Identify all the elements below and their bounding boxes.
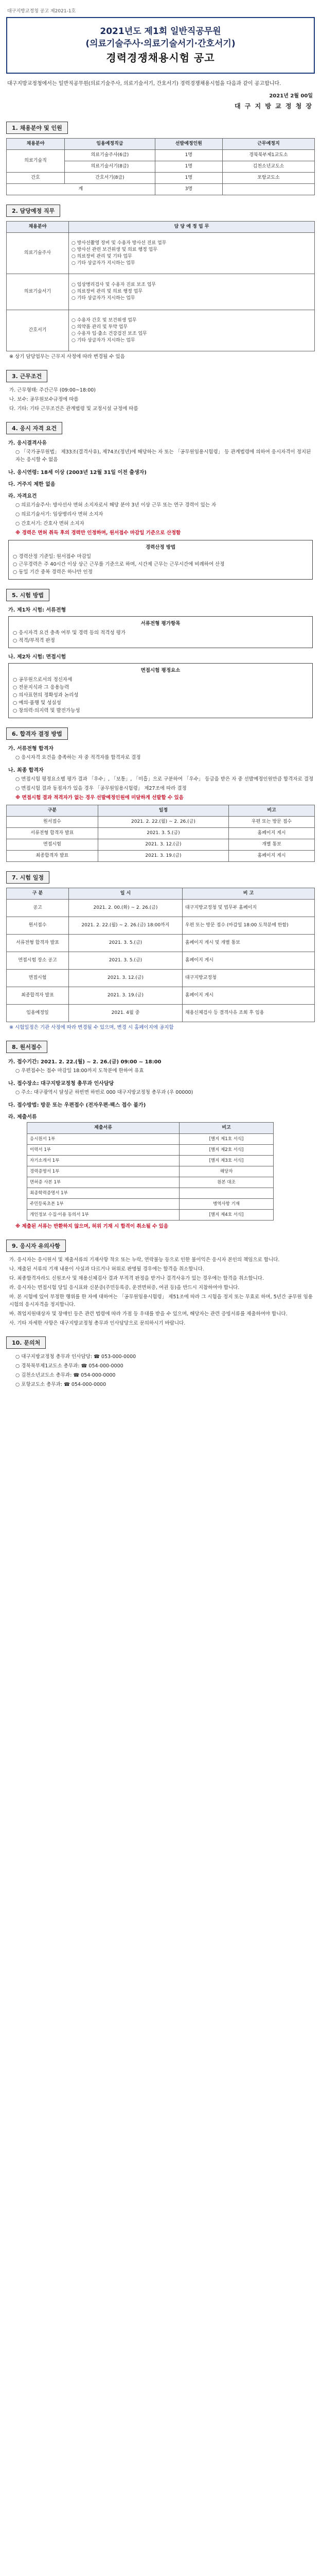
table-cell: 2021. 4월 중: [69, 1005, 183, 1022]
table-cell: 응시원서 1부: [27, 1134, 180, 1145]
subheading: 가. 접수기간: 2021. 2. 22.(월) ~ 2. 26.(금) 09:00 ~ 18:00: [8, 1059, 162, 1065]
table-row: [27, 1210, 274, 1221]
table-cell: 2021. 3. 5.(금): [98, 828, 228, 839]
subheading: 나. 최종 합격자: [8, 768, 44, 773]
table-cell: 서류전형 합격자 발표: [7, 828, 98, 839]
table-header: 일정: [98, 805, 228, 817]
table-cell: 최종합격자 발표: [7, 851, 98, 862]
paragraph: ○ 「국가공무원법」 제33조(결격사유), 제74조(정년)에 해당하는 자 또는 「공무원임용시험령」 등 관계법령에 의하여 응시자격이 정지된 자는 응시할 수 없음: [15, 449, 311, 463]
table-cell: 2021. 3. 19.(금): [98, 851, 228, 862]
table-cell: 2021. 2. 22.(월) ~ 2. 26.(금): [98, 817, 228, 828]
box-title: 면접시험 평정요소: [140, 668, 181, 673]
paragraph: ○ 의료기술서기: 임상병리사 면허 소지자: [15, 512, 103, 517]
paragraph: ○ 면접시험 결과 동점자가 있을 경우 「공무원임용시험령」 제27조에 따라 결정: [15, 786, 187, 791]
table-header: 채용분야: [7, 139, 65, 150]
table-cell: [별지 제2호 서식]: [180, 1145, 274, 1156]
table-cell: 1명: [155, 161, 222, 173]
table-cell: 개인정보 수집·이용 동의서 1부: [27, 1210, 180, 1221]
table-cell: 공고: [7, 900, 69, 917]
box-line: ○ 예의·품행 및 성실성: [13, 700, 61, 706]
section-heading: 10. 문의처: [6, 1336, 46, 1349]
paragraph: ○ 의료기술주사: 방사선사 면허 소지자로서 해당 분야 3년 이상 근무 또는 연구 경력이 있는 자: [15, 502, 217, 508]
intro-text: 대구지방교정청에서는 일반직공무원(의료기술주사, 의료기술서기, 간호서기) 경력경쟁채용시험을 다음과 같이 공고합니다.: [7, 81, 281, 87]
table-cell: 2021. 2. 00.(화) ~ 2. 26.(금): [69, 900, 183, 917]
list-item: 다. 기타: 기타 근무조건은 관계법령 및 교정시설 규정에 따름: [9, 406, 138, 412]
table-cell: 2021. 3. 5.(금): [69, 935, 183, 952]
table-cell: 대구지방교정청 및 법무부 홈페이지: [182, 900, 314, 917]
box-line: ○ 응시자격 요건 충족 여부 및 경력 등의 적격성 평가: [13, 630, 126, 636]
contact-line: ○ 김천소년교도소 총무과: ☎ 054-000-0000: [15, 1372, 116, 1378]
subheading: 나. 응시연령: 18세 이상 (2003년 12월 31일 이전 출생자): [8, 470, 147, 476]
subheading: 가. 서류전형 합격자: [8, 746, 54, 752]
list-item: 가. 근무형태: 주간근무 (09:00~18:00): [9, 387, 96, 393]
table-header: 비 고: [182, 888, 314, 900]
table-header: 임용예정직급: [65, 139, 155, 150]
title-line-1: 2021년도 제1회 일반직공무원: [100, 26, 221, 37]
notice-number: 대구지방교정청 공고 제2021-1호: [7, 9, 76, 14]
schedule-note: ※ 시험일정은 기관 사정에 따라 변경될 수 있으며, 변경 시 홈페이지에 공지함: [9, 1025, 174, 1030]
list-item: 라. 응시자는 면접시험 당일 응시표와 신분증(주민등록증, 운전면허증, 여권 등)을 반드시 지참하여야 합니다.: [9, 1285, 240, 1291]
box-line: ○ 의사표현의 정확성과 논리성: [13, 692, 79, 698]
box-line: ○ 근무경력은 주 40시간 이상 상근 근무를 기준으로 하며, 시간제 근무는 근무시간에 비례하여 산정: [13, 562, 225, 567]
table-cell: 면접시험: [7, 970, 69, 987]
table-cell: [별지 제3호 서식]: [180, 1156, 274, 1166]
table-cell: 2021. 3. 19.(금): [69, 987, 183, 1005]
notice-page: [6, 0, 315, 1388]
table-header: 비고: [180, 1123, 274, 1134]
section-heading: 9. 응시자 유의사항: [6, 1240, 66, 1252]
table-header: 근무예정지: [222, 139, 314, 150]
paragraph: ○ 우편접수는 접수 마감일 18:00까지 도착분에 한하여 유효: [15, 1068, 144, 1074]
table-cell: 홈페이지 게시: [182, 987, 314, 1005]
table-header: 담 당 예 정 업 무: [69, 222, 315, 233]
notice-date: 2021년 2월 00일: [269, 93, 313, 99]
table-cell: 개별 통보: [229, 839, 315, 851]
section-notes: [6, 1240, 315, 1252]
contact-line: ○ 포항교도소 총무과: ☎ 054-000-0000: [15, 1382, 106, 1387]
table-cell: 2021. 3. 5.(금): [69, 952, 183, 970]
table-row: [27, 1177, 274, 1188]
box-title: 경력산정 방법: [145, 545, 176, 550]
title-line-3: 경력경쟁채용시험 공고: [106, 52, 215, 64]
table-cell: 간호서기: [7, 310, 69, 351]
section-pass-decision: [6, 727, 315, 740]
box-line: ○ 공무원으로서의 정신자세: [13, 677, 73, 683]
paragraph-emphasis: ※ 면접시험 결과 적격자가 없는 경우 선발예정인원에 미달하게 선발할 수 있음: [15, 795, 184, 801]
section-contact: [6, 1336, 315, 1349]
table-cell: 서류전형 합격자 발표: [7, 935, 69, 952]
table-cell: [별지 제4호 서식]: [180, 1210, 274, 1221]
total-value: 3명: [155, 184, 222, 195]
table-cell: 홈페이지 게시: [182, 952, 314, 970]
table-cell: ○ 수용자 간호 및 보건위생 업무 ○ 의약품 관리 및 투약 업무 ○ 수용자 입·출소 건강검진 보조 업무 ○ 기타 상급자가 지시하는 업무: [69, 310, 315, 351]
subheading: 나. 접수장소: 대구지방교정청 총무과 인사담당: [8, 1081, 114, 1087]
table-row: [7, 952, 315, 970]
contact-line: ○ 경북북부제1교도소 총무과: ☎ 054-000-0000: [15, 1363, 123, 1369]
paragraph: ○ 간호서기: 간호사 면허 소지자: [15, 521, 84, 527]
table-cell: 채용신체검사 등 결격사유 조회 후 임용: [182, 1005, 314, 1022]
table-cell: 원본 대조: [180, 1177, 274, 1188]
table-header: 비고: [229, 805, 315, 817]
table-header: 채용분야: [7, 222, 69, 233]
table-row: [7, 817, 315, 828]
table-row: [7, 150, 315, 161]
recruitment-table: [6, 138, 315, 195]
table-cell: 우편 또는 방문 접수: [229, 817, 315, 828]
section-eligibility: [6, 422, 315, 434]
table-cell: [180, 1188, 274, 1199]
table-row: [27, 1134, 274, 1145]
subheading: 라. 자격요건: [8, 494, 37, 499]
table-cell: 면접시험: [7, 839, 98, 851]
table-cell: ○ 임상병리검사 및 수용자 진료 보조 업무 ○ 의료장비 관리 및 의료 행정 업무 ○ 기타 상급자가 지시하는 업무: [69, 274, 315, 310]
section-heading: 3. 근무조건: [6, 370, 47, 382]
table-cell: 경북북부제1교도소: [222, 150, 314, 161]
table-row: [7, 839, 315, 851]
table-row: [7, 173, 315, 184]
table-row: [7, 935, 315, 952]
box-line: ○ 동일 기간 중복 경력은 하나만 인정: [13, 569, 93, 575]
paragraph: ○ 면접시험 평정요소별 평가 결과 「우수」, 「보통」, 「미흡」으로 구분하여 「우수」 등급을 받은 자 중 선발예정인원만큼 합격자로 결정: [15, 776, 314, 782]
box-title: 서류전형 평가항목: [140, 621, 181, 626]
table-header: 제출서류: [27, 1123, 180, 1134]
paragraph-emphasis: ※ 제출된 서류는 반환하지 않으며, 허위 기재 시 합격이 취소될 수 있음: [15, 1224, 169, 1229]
paragraph: ○ 응시자격 요건을 충족하는 자 중 적격자를 합격자로 결정: [15, 755, 141, 760]
table-row: [7, 233, 315, 274]
duties-table: [6, 221, 315, 351]
table-row: [27, 1166, 274, 1177]
table-cell: 임용예정일: [7, 1005, 69, 1022]
subheading: 다. 접수방법: 방문 또는 우편접수 (전자우편·팩스 접수 불가): [8, 1103, 146, 1108]
table-row: [27, 1188, 274, 1199]
table-cell: 2021. 2. 22.(월) ~ 2. 26.(금) 18:00까지: [69, 917, 183, 935]
section-heading: 7. 시험 일정: [6, 871, 49, 884]
section-conditions: [6, 370, 315, 382]
section-exam-method: [6, 589, 315, 601]
table-cell: [별지 제1호 서식]: [180, 1134, 274, 1145]
subheading: 가. 제1차 시험: 서류전형: [8, 607, 66, 613]
documents-table: [27, 1122, 274, 1221]
table-cell: 최종합격자 발표: [7, 987, 69, 1005]
table-row: [7, 310, 315, 351]
table-cell: 우편 또는 방문 접수 (마감일 18:00 도착분에 한함): [182, 917, 314, 935]
table-cell: 의료기술서기(8급): [65, 161, 155, 173]
table-cell: ○ 방사선촬영 장비 및 수용자 방사선 진료 업무 ○ 방사선 관련 보건위생 및 의료 행정 업무 ○ 의료장비 관리 및 기타 업무 ○ 기타 상급자가 지시하는 업무: [69, 233, 315, 274]
table-header: 구분: [7, 805, 98, 817]
summary-schedule-table: [6, 805, 315, 862]
table-row: [7, 987, 315, 1005]
interview-criteria-box: [8, 663, 313, 718]
table-cell: 면접시험 장소 공고: [7, 952, 69, 970]
box-line: ○ 적격/부적격 판정: [13, 638, 55, 643]
title-line-2: (의료기술주사·의료기술서기·간호서기): [85, 39, 236, 49]
table-cell: 1명: [155, 173, 222, 184]
total-label: 계: [7, 184, 155, 195]
title-box: [6, 17, 315, 74]
table-cell: 2021. 3. 12.(금): [98, 839, 228, 851]
table-cell: [222, 184, 314, 195]
table-cell: 홈페이지 게시 및 개별 통보: [182, 935, 314, 952]
section-heading: 5. 시험 방법: [6, 589, 49, 601]
section-heading: 8. 원서접수: [6, 1041, 47, 1053]
subheading: 다. 거주지 제한 없음: [8, 482, 56, 487]
list-item: 마. 본 시험에 있어 부정한 행위를 한 자에 대하여는 「공무원임용시험령」 제51조에 따라 그 시험을 정지 또는 무효로 하며, 5년간 공무원 임용시험의 응시자격을 정지합니다.: [9, 1294, 313, 1308]
table-cell: 간호서기(8급): [65, 173, 155, 184]
list-item: 다. 최종합격자라도 신원조사 및 채용신체검사 결과 부적격 판정을 받거나 결격사유가 있는 경우에는 합격을 취소합니다.: [9, 1276, 264, 1281]
section-recruitment: [6, 122, 315, 134]
list-item: 바. 취업지원대상자 및 장애인 등은 관련 법령에 따라 가점 등 우대를 받을 수 있으며, 해당자는 관련 증빙서류를 제출하여야 합니다.: [9, 1311, 288, 1317]
table-cell: 의료기술직: [7, 150, 65, 173]
table-header: 구 분: [7, 888, 69, 900]
contact-line: ○ 대구지방교정청 총무과 인사담당: ☎ 053-000-0000: [15, 1354, 136, 1360]
list-item: 가. 응시자는 응시원서 및 제출서류의 기재사항 착오 또는 누락, 연락불능 등으로 인한 불이익은 응시자 본인의 책임으로 합니다.: [9, 1257, 280, 1263]
table-cell: 의료기술주사: [7, 233, 69, 274]
table-row: [7, 274, 315, 310]
list-item: 나. 제출된 서류의 기재 내용이 사실과 다르거나 허위로 판명될 경우에는 합격을 취소합니다.: [9, 1266, 204, 1272]
box-line: ○ 창의력·의지력 및 발전가능성: [13, 708, 80, 714]
table-row: [27, 1199, 274, 1210]
table-cell: 간호: [7, 173, 65, 184]
section-schedule: [6, 871, 315, 884]
section-application: [6, 1041, 315, 1053]
table-row: [7, 917, 315, 935]
subheading: 나. 제2차 시험: 면접시험: [8, 654, 66, 660]
duties-note: ※ 상기 담당업무는 근무지 사정에 따라 변경될 수 있음: [9, 354, 125, 360]
table-row: [7, 1005, 315, 1022]
list-item: 사. 기타 자세한 사항은 대구지방교정청 총무과 인사담당으로 문의하시기 바랍니다.: [9, 1320, 186, 1326]
section-duties: [6, 205, 315, 217]
paragraph-emphasis: ※ 경력은 면허 취득 후의 경력만 인정하며, 원서접수 마감일 기준으로 산정함: [15, 530, 181, 536]
career-calc-box: [8, 540, 313, 580]
table-cell: 포항교도소: [222, 173, 314, 184]
table-cell: 원서접수: [7, 917, 69, 935]
table-cell: 경력증명서 1부: [27, 1166, 180, 1177]
table-cell: 김천소년교도소: [222, 161, 314, 173]
table-cell: 해당자: [180, 1166, 274, 1177]
table-cell: 자기소개서 1부: [27, 1156, 180, 1166]
table-header: 선발예정인원: [155, 139, 222, 150]
table-row: [27, 1145, 274, 1156]
subheading: 라. 제출서류: [8, 1114, 37, 1120]
table-cell: 병역사항 기재: [180, 1199, 274, 1210]
subheading: 가. 응시결격사유: [8, 440, 47, 446]
table-row: [7, 828, 315, 839]
table-cell: 면허증 사본 1부: [27, 1177, 180, 1188]
list-item: 나. 보수: 공무원보수규정에 따름: [9, 397, 79, 402]
table-cell: 홈페이지 게시: [229, 828, 315, 839]
table-cell: 최종학력증명서 1부: [27, 1188, 180, 1199]
table-cell: 홈페이지 게시: [229, 851, 315, 862]
table-cell: 원서접수: [7, 817, 98, 828]
table-cell: 1명: [155, 150, 222, 161]
table-cell: 의료기술주사(6급): [65, 150, 155, 161]
table-cell: 대구지방교정청: [182, 970, 314, 987]
box-line: ○ 경력산정 기준일: 원서접수 마감일: [13, 554, 92, 560]
table-row-total: [7, 184, 315, 195]
table-header: 일 시: [69, 888, 183, 900]
table-row: [27, 1156, 274, 1166]
table-row: [7, 900, 315, 917]
document-screening-box: [8, 616, 313, 648]
table-row: [7, 851, 315, 862]
section-heading: 1. 채용분야 및 인원: [6, 122, 68, 134]
box-line: ○ 전문지식과 그 응용능력: [13, 685, 69, 690]
section-heading: 6. 합격자 결정 방법: [6, 727, 68, 740]
table-cell: 2021. 3. 12.(금): [69, 970, 183, 987]
schedule-table: [6, 888, 315, 1022]
table-cell: 주민등록초본 1부: [27, 1199, 180, 1210]
table-cell: 의료기술서기: [7, 274, 69, 310]
table-row: [7, 970, 315, 987]
section-heading: 4. 응시 자격 요건: [6, 422, 62, 434]
paragraph: ○ 주소: 대구광역시 달성군 하빈면 하빈로 000 대구지방교정청 총무과 (우 00000): [15, 1090, 193, 1095]
table-cell: 이력서 1부: [27, 1145, 180, 1156]
issuing-org: 대 구 지 방 교 정 청 장: [235, 103, 313, 110]
section-heading: 2. 담당예정 직무: [6, 205, 60, 217]
